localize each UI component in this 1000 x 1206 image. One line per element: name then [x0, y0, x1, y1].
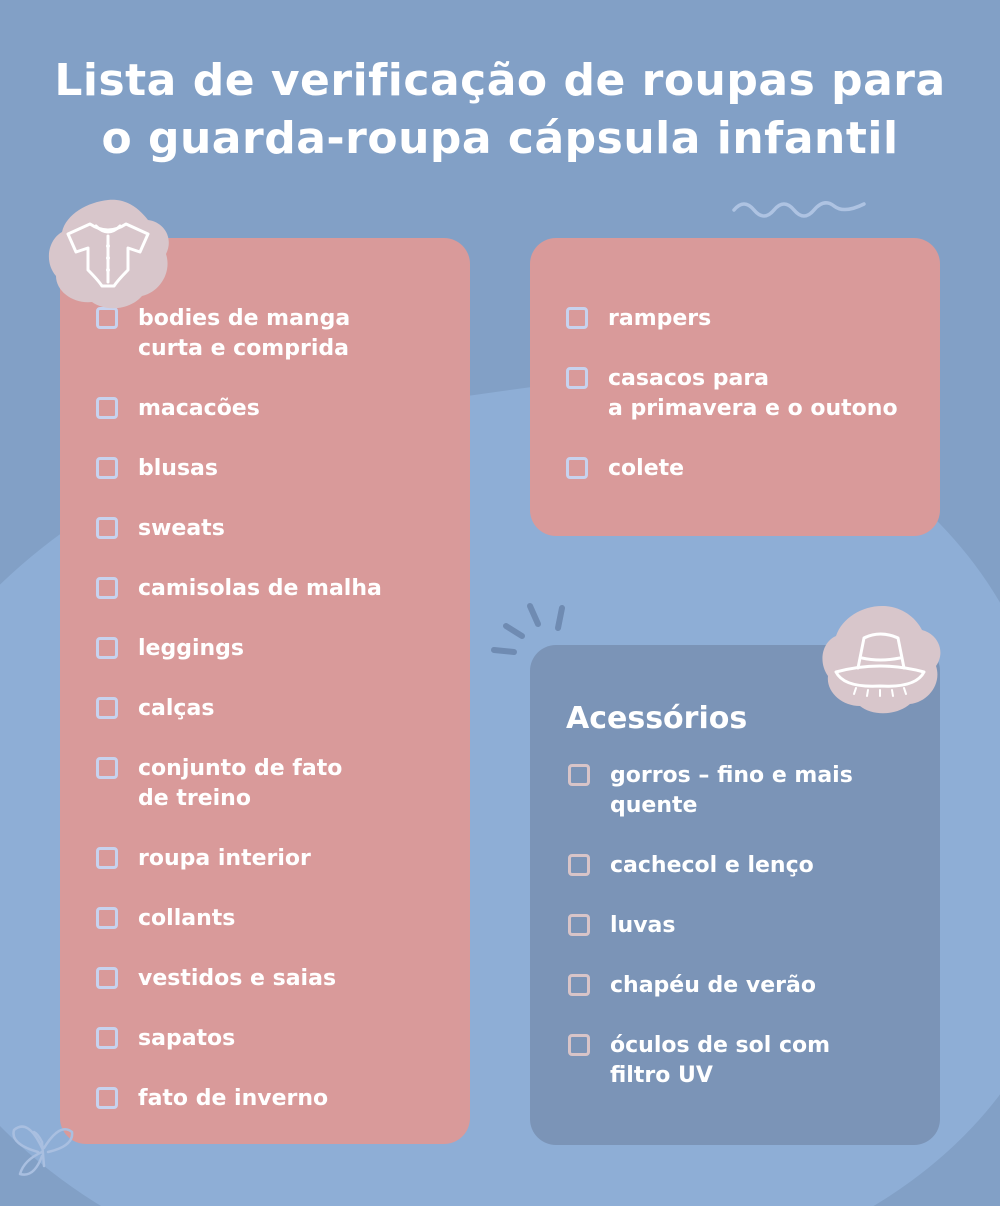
- item-label: cachecol e lenço: [610, 853, 814, 878]
- clothing-card-left: [60, 238, 470, 1144]
- page-title: Lista de verificação de roupas para o guarda-roupa cápsula infantil: [54, 55, 946, 164]
- item-label: vestidos e saias: [138, 966, 337, 991]
- item-label: conjunto de fato de treino: [138, 756, 343, 811]
- checklist-item[interactable]: [96, 1024, 235, 1054]
- checkbox[interactable]: [568, 854, 590, 876]
- item-label: rampers: [608, 306, 712, 331]
- checkbox[interactable]: [566, 367, 588, 389]
- checklist-item[interactable]: [568, 1031, 830, 1091]
- checklist-item[interactable]: [568, 971, 816, 1001]
- checkbox[interactable]: [96, 517, 118, 539]
- item-label: colete: [608, 456, 685, 481]
- checkbox[interactable]: [96, 967, 118, 989]
- checklist-item[interactable]: [96, 694, 214, 724]
- checkbox[interactable]: [568, 764, 590, 786]
- item-label: chapéu de verão: [610, 973, 816, 998]
- checklist-item[interactable]: [96, 844, 311, 874]
- checklist-item[interactable]: [96, 634, 244, 664]
- checkbox[interactable]: [566, 457, 588, 479]
- checklist-item[interactable]: [96, 394, 260, 424]
- checkbox[interactable]: [568, 974, 590, 996]
- item-label: camisolas de malha: [138, 576, 382, 601]
- checkbox[interactable]: [96, 397, 118, 419]
- checkbox[interactable]: [566, 307, 588, 329]
- item-label: fato de inverno: [138, 1086, 329, 1111]
- item-label: casacos para a primavera e o outono: [608, 366, 898, 421]
- item-label: bodies de manga curta e comprida: [138, 306, 351, 361]
- item-label: collants: [138, 906, 236, 931]
- checklist-item[interactable]: [96, 1084, 328, 1114]
- butterfly-decoration-icon: [8, 1112, 78, 1182]
- checkbox[interactable]: [568, 914, 590, 936]
- checklist-item[interactable]: [96, 304, 350, 364]
- checklist-item[interactable]: [96, 514, 225, 544]
- checkbox[interactable]: [568, 1034, 590, 1056]
- checkbox[interactable]: [96, 577, 118, 599]
- checkbox[interactable]: [96, 907, 118, 929]
- checklist-item[interactable]: [566, 304, 711, 334]
- checklist-item[interactable]: [96, 904, 235, 934]
- checkbox[interactable]: [96, 757, 118, 779]
- item-label: luvas: [610, 913, 676, 938]
- checkbox[interactable]: [96, 847, 118, 869]
- checkbox[interactable]: [96, 457, 118, 479]
- checklist-item[interactable]: [96, 754, 342, 814]
- item-label: leggings: [138, 636, 245, 661]
- checkbox[interactable]: [96, 697, 118, 719]
- wave-decoration-icon: [730, 194, 870, 220]
- checkbox[interactable]: [96, 1087, 118, 1109]
- checklist-item[interactable]: [568, 851, 814, 881]
- accessories-title: Acessórios: [566, 701, 748, 736]
- accessories-card: [530, 645, 940, 1145]
- bodysuit-icon: [44, 196, 172, 312]
- item-label: blusas: [138, 456, 218, 481]
- item-label: macacões: [138, 396, 260, 421]
- checkbox[interactable]: [96, 637, 118, 659]
- checklist-item[interactable]: [566, 454, 684, 484]
- item-label: calças: [138, 696, 215, 721]
- checklist-item[interactable]: [96, 454, 218, 484]
- checklist-item[interactable]: [568, 761, 853, 821]
- checklist-item[interactable]: [96, 574, 382, 604]
- item-label: gorros – fino e mais quente: [610, 763, 853, 818]
- item-label: roupa interior: [138, 846, 311, 871]
- checklist-item[interactable]: [566, 364, 898, 424]
- checklist-item[interactable]: [568, 911, 675, 941]
- clothing-card-right: [530, 238, 940, 536]
- item-label: sweats: [138, 516, 225, 541]
- item-label: sapatos: [138, 1026, 236, 1051]
- checklist-item[interactable]: [96, 964, 336, 994]
- bucket-hat-icon: [816, 602, 944, 718]
- item-label: óculos de sol com filtro UV: [610, 1033, 831, 1088]
- checkbox[interactable]: [96, 1027, 118, 1049]
